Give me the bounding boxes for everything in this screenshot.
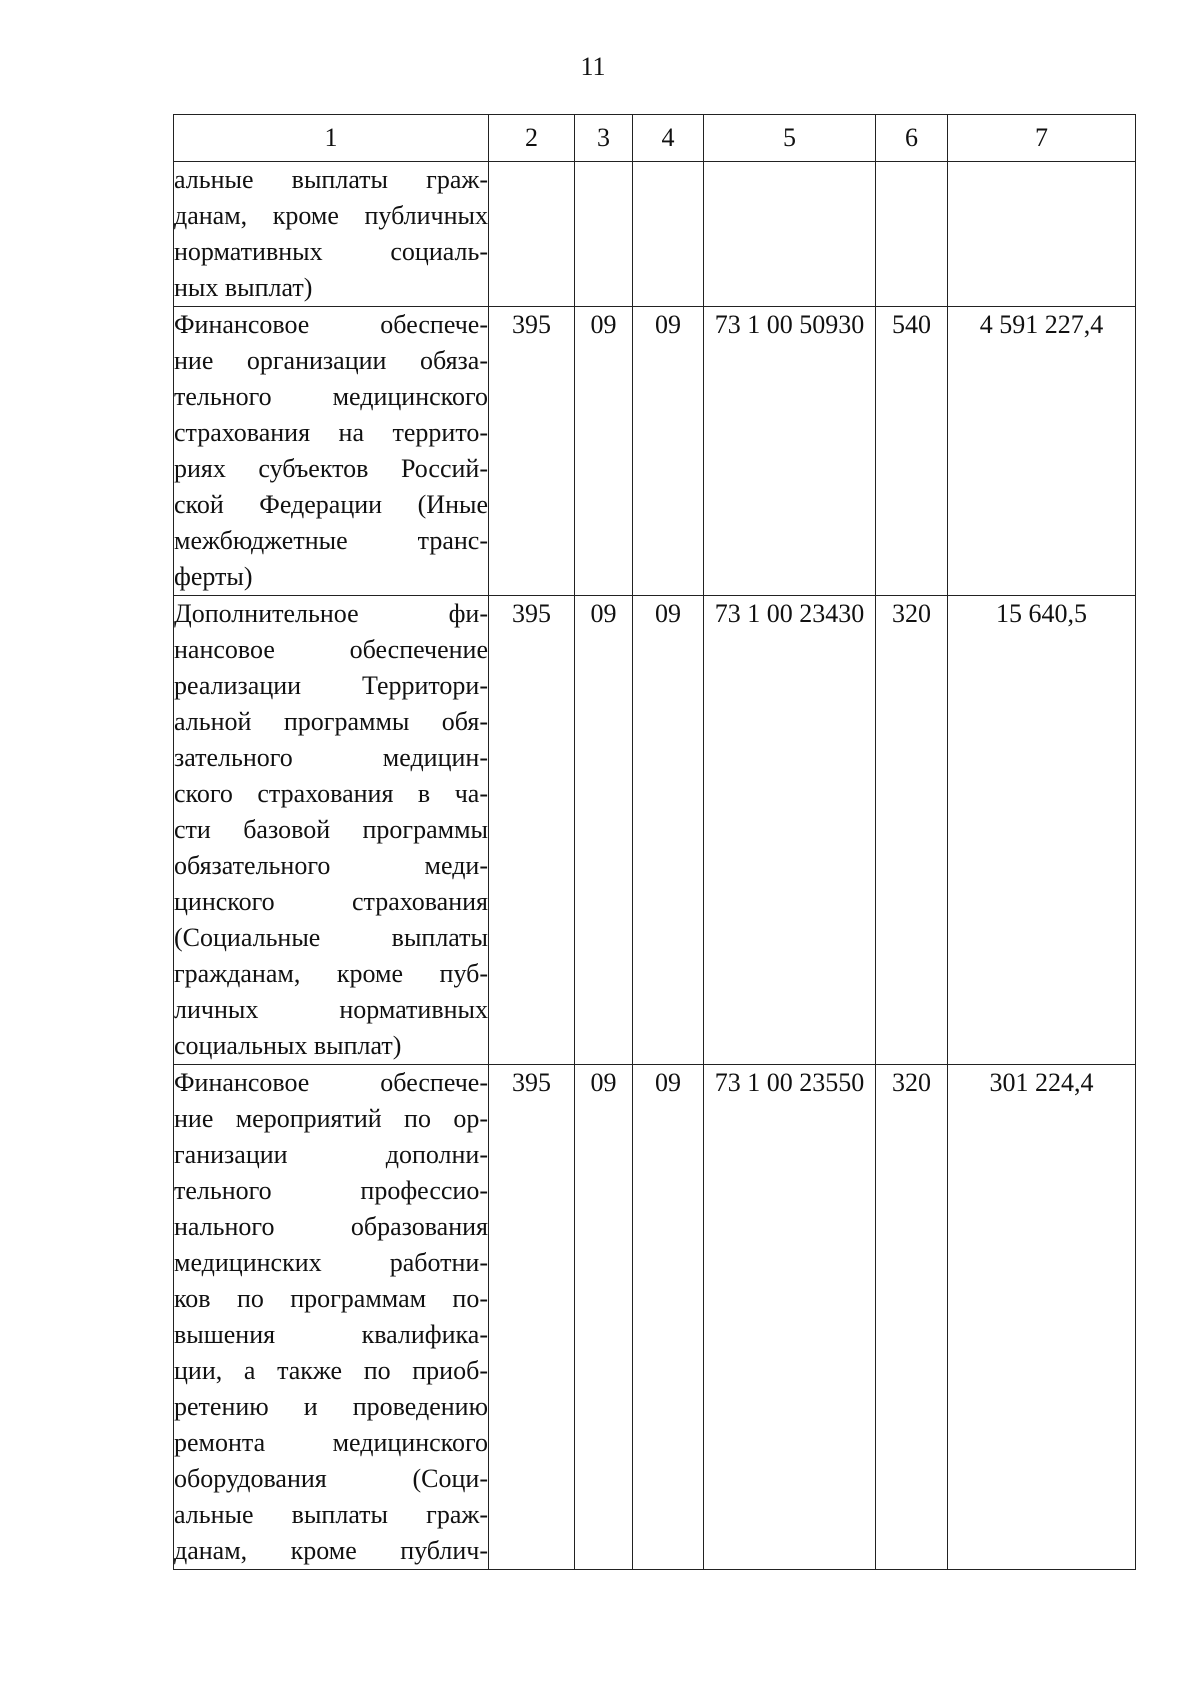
cell-target-article [704,162,876,307]
cell-section: 09 [575,596,633,1065]
row-description [174,1065,489,1570]
description-line: социальных выплат) [174,1031,402,1060]
cell-amount: 4 591 227,4 [948,307,1136,596]
description-line: ской Федерации (Иные [174,490,488,519]
header-col-7: 7 [948,115,1136,162]
cell-amount: 301 224,4 [948,1065,1136,1570]
description-line: (Социальные выплаты [174,923,488,952]
cell-expense-type: 320 [876,596,948,1065]
header-col-5: 5 [704,115,876,162]
cell-subsection: 09 [633,596,704,1065]
description-line: данам, кроме публичных [174,201,488,230]
cell-section [575,162,633,307]
description-line: нормативных социаль- [174,237,488,266]
cell-ministry-code [489,162,575,307]
description-line: страхования на террито- [174,418,488,447]
header-col-2: 2 [489,115,575,162]
description-line: ние мероприятий по ор- [174,1104,488,1133]
cell-subsection [633,162,704,307]
header-col-3: 3 [575,115,633,162]
description-line: цинского страхования [174,887,488,916]
description-line: риях субъектов Россий- [174,454,488,483]
description-line: реализации Территори- [174,671,488,700]
description-line: ретению и проведению [174,1392,488,1421]
header-col-1: 1 [174,115,489,162]
description-line: сти базовой программы [174,815,488,844]
description-line: медицинских работни- [174,1248,488,1277]
description-line: ганизации дополни- [174,1140,488,1169]
table-row [174,307,1136,596]
cell-expense-type [876,162,948,307]
description-line: оборудования (Соци- [174,1464,488,1493]
description-line: тельного медицинского [174,382,488,411]
description-line: Финансовое обеспече- [174,1068,488,1097]
row-description [174,596,489,1065]
table-row [174,596,1136,1065]
description-line: ремонта медицинского [174,1428,488,1457]
cell-target-article: 73 1 00 23550 [704,1065,876,1570]
cell-subsection: 09 [633,307,704,596]
page-number: 11 [580,52,606,81]
description-line: вышения квалифика- [174,1320,488,1349]
description-line: Дополнительное фи- [174,599,488,628]
header-col-6: 6 [876,115,948,162]
description-line: нального образования [174,1212,488,1241]
cell-expense-type: 540 [876,307,948,596]
description-line: гражданам, кроме пуб- [174,959,488,988]
table-row [174,1065,1136,1570]
table-row [174,162,1136,307]
cell-amount [948,162,1136,307]
description-line: межбюджетные транс- [174,526,488,555]
cell-ministry-code: 395 [489,307,575,596]
description-line: альные выплаты граж- [174,1500,488,1529]
cell-subsection: 09 [633,1065,704,1570]
cell-section: 09 [575,307,633,596]
cell-target-article: 73 1 00 23430 [704,596,876,1065]
cell-section: 09 [575,1065,633,1570]
header-col-4: 4 [633,115,704,162]
description-line: ферты) [174,562,253,591]
description-line: обязательного меди- [174,851,488,880]
description-line: ского страхования в ча- [174,779,488,808]
budget-table [173,114,1136,1570]
description-line: ние организации обяза- [174,346,488,375]
description-line: личных нормативных [174,995,488,1024]
description-line: ции, а также по приоб- [174,1356,488,1385]
description-line: ков по программам по- [174,1284,488,1313]
description-line: нансовое обеспечение [174,635,488,664]
cell-ministry-code: 395 [489,596,575,1065]
row-description [174,162,489,307]
description-line: альной программы обя- [174,707,488,736]
cell-target-article: 73 1 00 50930 [704,307,876,596]
cell-amount: 15 640,5 [948,596,1136,1065]
description-line: Финансовое обеспече- [174,310,488,339]
description-line: ных выплат) [174,273,313,302]
description-line: тельного профессио- [174,1176,488,1205]
header-row [174,115,1136,162]
cell-expense-type: 320 [876,1065,948,1570]
cell-ministry-code: 395 [489,1065,575,1570]
description-line: альные выплаты граж- [174,165,488,194]
description-line: зательного медицин- [174,743,488,772]
row-description [174,307,489,596]
description-line: данам, кроме публич- [174,1536,488,1565]
